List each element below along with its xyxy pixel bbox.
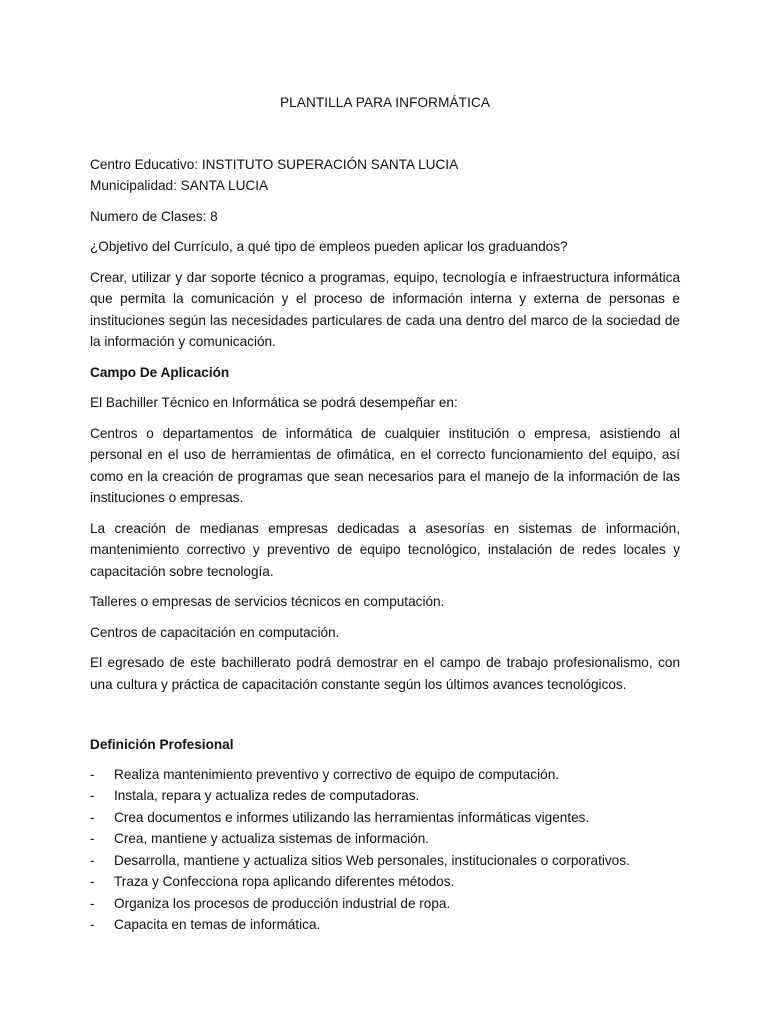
definicion-list (90, 764, 680, 936)
list-item-text: Desarrolla, mantiene y actualiza sitios Web personales, institucionales o corporativos. (114, 852, 630, 868)
list-item-text: Capacita en temas de informática. (114, 917, 321, 932)
list-item-text: Traza y Confecciona ropa aplicando diferentes métodos. (114, 874, 455, 889)
bullet-dash: - (90, 852, 95, 868)
bullet-dash: - (90, 831, 95, 846)
bullet-dash: - (90, 917, 95, 932)
campo-paragraph-5: El egresado de este bachillerato podrá demostrar en el campo de trabajo profesionalismo, con una cultura y práctica de capacitación constante según los últimos avances tecnológicos. (90, 655, 680, 692)
list-item (90, 764, 680, 786)
list-item (90, 807, 680, 829)
municipalidad: Municipalidad: SANTA LUCIA (90, 178, 269, 193)
definicion-profesional-heading: Definición Profesional (90, 737, 234, 752)
centro-educativo: Centro Educativo: INSTITUTO SUPERACIÓN SANTA LUCIA (90, 156, 459, 172)
document-title: PLANTILLA PARA INFORMÁTICA (279, 95, 491, 110)
bullet-dash: - (90, 766, 95, 782)
objetivo-pregunta: ¿Objetivo del Currículo, a qué tipo de empleos pueden aplicar los graduandos? (90, 239, 568, 254)
bullet-dash: - (90, 895, 95, 911)
list-item-text: Organiza los procesos de producción industrial de ropa. (114, 895, 451, 911)
campo-paragraph-3: Talleres o empresas de servicios técnicos en computación. (90, 594, 445, 609)
list-item (90, 785, 680, 807)
objetivo-respuesta: Crear, utilizar y dar soporte técnico a programas, equipo, tecnología e infraestructura informática que permita la comunicación y el proceso de información interna y externa de personas e instituciones según las necesidades particulares de cada una dentro del marco de la sociedad de la información y comunicación. (90, 269, 680, 349)
list-item (90, 850, 680, 872)
bullet-dash: - (90, 809, 95, 825)
campo-paragraph-4: Centros de capacitación en computación. (90, 624, 340, 640)
numero-de-clases: Numero de Clases: 8 (90, 208, 218, 224)
list-item-text: Realiza mantenimiento preventivo y correctivo de equipo de computación. (114, 766, 560, 782)
campo-paragraph-1: Centros o departamentos de informática de cualquier institución o empresa, asistiendo al personal en el uso de herramientas de ofimática, en el correcto funcionamiento del equipo, así como en la creación de programas que sean necesarios para el manejo de la información de las instituciones o empresas. (90, 425, 680, 505)
bullet-dash: - (90, 874, 95, 889)
list-item-text: Crea documentos e informes utilizando las herramientas informáticas vigentes. (114, 809, 590, 825)
campo-paragraph-2: La creación de medianas empresas dedicadas a asesorías en sistemas de información, mantenimiento correctivo y preventivo de equipo tecnológico, instalación de redes locales y capacitación sobre tecnología. (90, 520, 680, 579)
list-item-text: Crea, mantiene y actualiza sistemas de información. (114, 831, 430, 846)
list-item-text: Instala, repara y actualiza redes de computadoras. (114, 788, 420, 803)
campo-aplicacion-heading: Campo De Aplicación (90, 364, 230, 380)
list-item (90, 914, 680, 936)
list-item (90, 871, 680, 893)
bullet-dash: - (90, 788, 95, 803)
campo-intro: El Bachiller Técnico en Informática se podrá desempeñar en: (90, 395, 458, 410)
list-item (90, 828, 680, 850)
list-item (90, 893, 680, 915)
